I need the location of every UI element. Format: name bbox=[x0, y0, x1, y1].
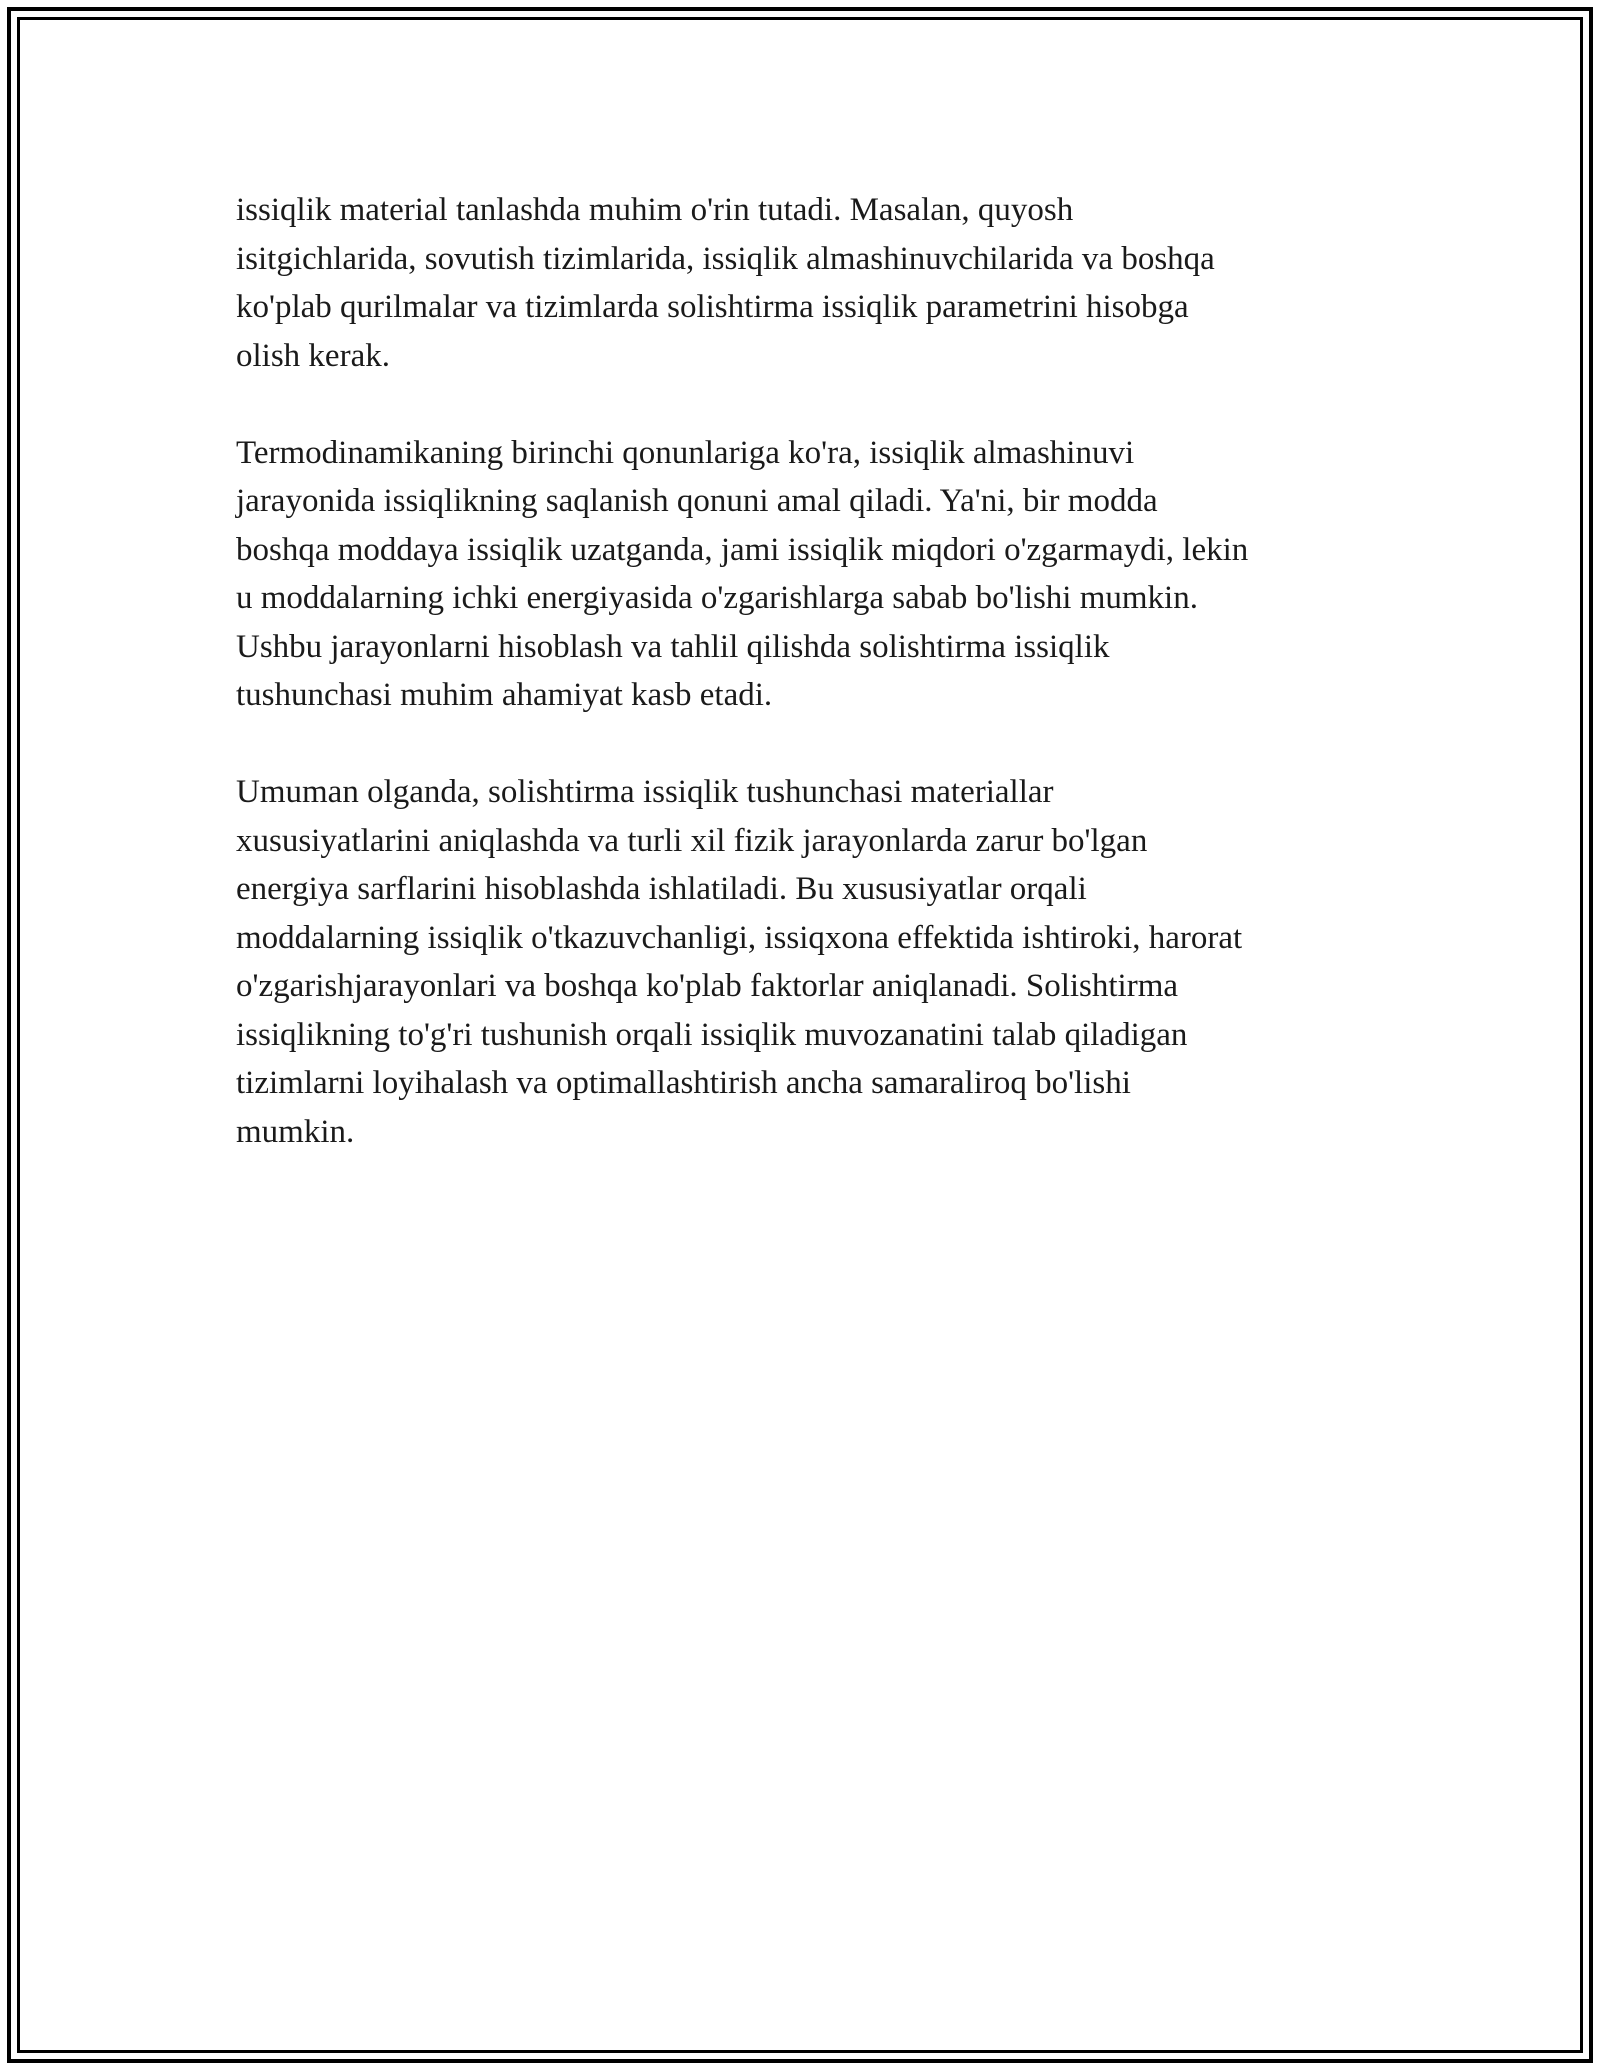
document-body bbox=[236, 186, 1386, 1205]
paragraph-1: issiqlik material tanlashda muhim o'rin tutadi. Masalan, quyosh isitgichlarida, sovutish tizimlarida, issiqlik almashinuvchilarida va boshqa ko'plab qurilmalar va tizimlarda solishtirma issiqlik parametrini hisobga olish kerak. bbox=[236, 192, 1215, 374]
paragraph-2: Termodinamikaning birinchi qonunlariga ko'ra, issiqlik almashinuvi jarayonida issiqlikning saqlanish qonuni amal qiladi. Ya'ni, bir modda boshqa moddaya issiqlik uzatganda, jami issiqlik miqdori o'zgarmaydi, lekin u moddalarning ichki energiyasida o'zgarishlarga sabab bo'lishi mumkin. Ushbu jarayonlarni hisoblash va tahlil qilishda solishtirma issiqlik tushunchasi muhim ahamiyat kasb etadi. bbox=[236, 434, 1249, 713]
paragraph-3: Umuman olganda, solishtirma issiqlik tushunchasi materiallar xususiyatlarini aniqlashda va turli xil fizik jarayonlarda zarur bo'lgan energiya sarflarini hisoblashda ishlatiladi. Bu xususiyatlar orqali moddalarning issiqlik o'tkazuvchanligi, issiqxona effektida ishtiroki, harorat o'zgarishjarayonlari va boshqa ko'plab faktorlar aniqlanadi. Solishtirma issiqlikning to'g'ri tushunish orqali issiqlik muvozanatini talab qiladigan tizimlarni loyihalash va optimallashtirish ancha samaraliroq bo'lishi mumkin. bbox=[236, 774, 1243, 1150]
